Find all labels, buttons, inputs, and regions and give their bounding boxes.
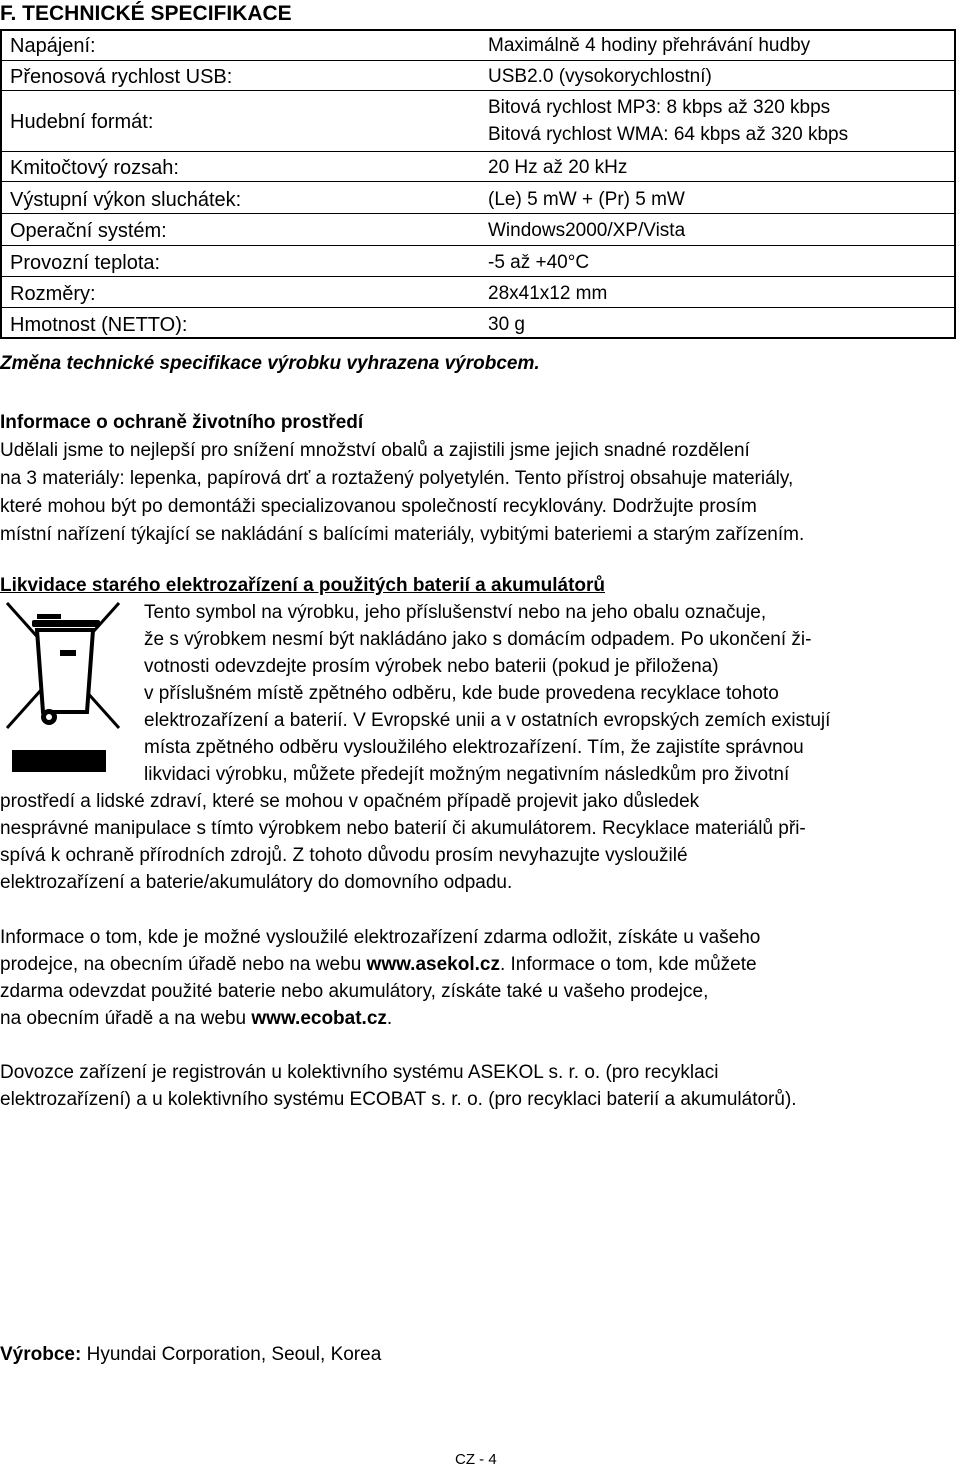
spec-value-output: (Le) 5 mW + (Pr) 5 mW	[488, 189, 685, 210]
spec-value-format-mp3: Bitová rychlost MP3: 8 kbps až 320 kbps	[488, 97, 831, 118]
spec-row-divider	[2, 245, 954, 246]
spec-key-format: Hudební formát:	[10, 111, 154, 133]
disposal-line: v příslušném místě zpětného odběru, kde bude provedena recyklace tohoto	[144, 683, 779, 704]
disposal-line: elektrozařízení a baterií. V Evropské unii a v ostatních evropských zemích existují	[144, 710, 831, 731]
asekol-line	[0, 953, 757, 977]
environment-line: na 3 materiály: lepenka, papírová drť a roztažený polyetylén. Tento přístroj obsahuje materiály,	[0, 468, 794, 489]
ecobat-line	[0, 1007, 392, 1031]
disposal-line: votnosti odevzdejte prosím výrobek nebo baterii (pokud je přiložena)	[144, 656, 719, 677]
spec-row-divider	[2, 181, 954, 182]
ecobat-line: zdarma odevzdat použité baterie nebo akumulátory, získáte také u vašeho prodejce,	[0, 981, 709, 1002]
asekol-line: Informace o tom, kde je možné vysloužilé elektrozařízení zdarma odložit, získáte u vašeho	[0, 927, 761, 948]
spec-key-usb: Přenosová rychlost USB:	[10, 66, 233, 88]
manufacturer-line	[0, 1343, 381, 1367]
asekol-text: prodejce, na obecním úřadě nebo na webu	[0, 954, 367, 975]
spec-row-divider	[2, 307, 954, 308]
page-number: CZ - 4	[455, 1451, 497, 1468]
disposal-line: Tento symbol na výrobku, jeho příslušenství nebo na jeho obalu označuje,	[144, 602, 767, 623]
ecobat-text: na obecním úřadě a na webu	[0, 1008, 252, 1029]
spec-row-divider	[2, 151, 954, 152]
manufacturer-value: Hyundai Corporation, Seoul, Korea	[81, 1344, 382, 1365]
spec-value-weight: 30 g	[488, 314, 525, 335]
registration-line: Dovozce zařízení je registrován u kolektivního systému ASEKOL s. r. o. (pro recyklaci	[0, 1062, 719, 1083]
disposal-line: že s výrobkem nesmí být nakládáno jako s domácím odpadem. Po ukončení ži-	[144, 629, 812, 650]
spec-value-os: Windows2000/XP/Vista	[488, 220, 686, 241]
disposal-heading: Likvidace starého elektrozařízení a použitých baterií a akumulátorů	[0, 575, 606, 596]
section-title: F. TECHNICKÉ SPECIFIKACE	[0, 2, 292, 25]
spec-value-format-wma: Bitová rychlost WMA: 64 kbps až 320 kbps	[488, 124, 849, 145]
environment-line: místní nařízení týkající se nakládání s balícími materiály, vybitými bateriemi a starým zařízením.	[0, 524, 805, 545]
spec-key-output: Výstupní výkon sluchátek:	[10, 189, 242, 211]
disposal-line: místa zpětného odběru vysloužilého elektrozařízení. Tím, že zajistíte správnou	[144, 737, 804, 758]
spec-value-power: Maximálně 4 hodiny přehrávání hudby	[488, 35, 811, 56]
environment-line: které mohou být po demontáži specializovanou společností recyklovány. Dodržujte prosím	[0, 496, 757, 517]
environment-line: Udělali jsme to nejlepší pro snížení množství obalů a zajistili jsme jejich snadné rozdělení	[0, 440, 750, 461]
crossed-out-wheelie-bin-icon	[4, 600, 124, 780]
environment-heading: Informace o ochraně životního prostředí	[0, 412, 364, 433]
spec-value-dimensions: 28x41x12 mm	[488, 283, 608, 304]
spec-key-dimensions: Rozměry:	[10, 283, 96, 305]
spec-change-notice: Změna technické specifikace výrobku vyhrazena výrobcem.	[0, 353, 540, 374]
disposal-line: likvidaci výrobku, můžete předejít možným negativním následkům pro životní	[144, 764, 790, 785]
spec-value-temperature: -5 až +40°C	[488, 252, 590, 273]
disposal-line: prostředí a lidské zdraví, které se mohou v opačném případě projevit jako důsledek	[0, 791, 700, 812]
ecobat-web-link[interactable]: www.ecobat.cz	[251, 1008, 387, 1029]
asekol-text: . Informace o tom, kde můžete	[499, 954, 757, 975]
spec-value-usb: USB2.0 (vysokorychlostní)	[488, 66, 712, 87]
spec-row-divider	[2, 90, 954, 91]
spec-table	[0, 29, 956, 339]
spec-key-os: Operační systém:	[10, 220, 167, 242]
disposal-line: spívá k ochraně přírodních zdrojů. Z tohoto důvodu prosím nevyhazujte vysloužilé	[0, 845, 688, 866]
disposal-line: nesprávné manipulace s tímto výrobkem nebo baterií či akumulátorem. Recyklace materiálů při-	[0, 818, 806, 839]
manufacturer-label: Výrobce:	[0, 1344, 82, 1365]
spec-key-power: Napájení:	[10, 35, 96, 57]
spec-row-divider	[2, 276, 954, 277]
ecobat-text: .	[386, 1008, 393, 1029]
registration-line: elektrozařízení) a u kolektivního systému ECOBAT s. r. o. (pro recyklaci baterií a akumulátorů).	[0, 1089, 797, 1110]
spec-key-weight: Hmotnost (NETTO):	[10, 314, 188, 336]
spec-row-divider	[2, 60, 954, 61]
spec-key-frequency: Kmitočtový rozsah:	[10, 157, 179, 179]
asekol-web-link[interactable]: www.asekol.cz	[366, 954, 500, 975]
spec-row-divider	[2, 213, 954, 214]
disposal-line: elektrozařízení a baterie/akumulátory do domovního odpadu.	[0, 872, 513, 893]
spec-value-frequency: 20 Hz až 20 kHz	[488, 157, 628, 178]
spec-key-temperature: Provozní teplota:	[10, 252, 161, 274]
